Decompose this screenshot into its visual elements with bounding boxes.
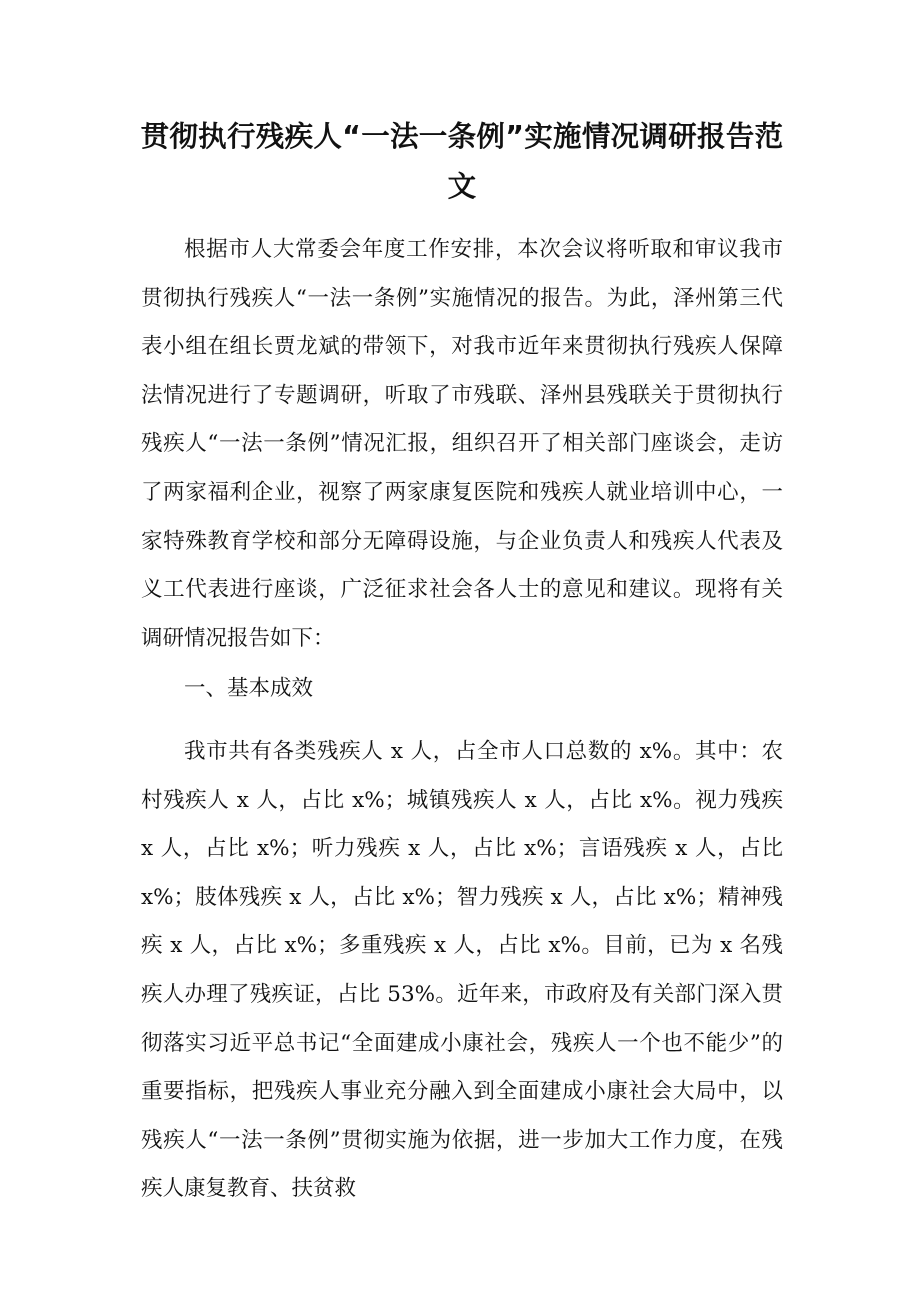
body-paragraph: 我市共有各类残疾人 x 人，占全市人口总数的 x%。其中：农村残疾人 x 人，占比 x%；城镇残疾人 x 人，占比 x%。视力残疾 x 人，占比 x%；听力残疾 x 人，占比 x%；言语残疾 x 人，占比 x%；肢体残疾 x 人，占比 x%；智力残疾 x 人，占比 x%；精神残疾 x 人，占比 x%；多重残疾 x 人，占比 x%。目前，已为 x 名残疾人办理了残疾证，占比 53%。近年来，市政府及有关部门深入贯彻落实习近平总书记“全面建成小康社会，残疾人一个也不能少”的重要指标，把残疾人事业充分融入到全面建成小康社会大局中，以残疾人“一法一条例”贯彻实施为依据，进一步加大工作力度，在残疾人康复教育、扶贫救 xyxy=(141,739,783,1202)
intro-paragraph: 根据市人大常委会年度工作安排，本次会议将听取和审议我市贯彻执行残疾人“一法一条例”实施情况的报告。为此，泽州第三代表小组在组长贾龙斌的带领下，对我市近年来贯彻执行残疾人保障法情况进行了专题调研，听取了市残联、泽州县残联关于贯彻执行残疾人“一法一条例”情况汇报，组织召开了相关部门座谈会，走访了两家福利企业，视察了两家康复医院和残疾人就业培训中心，一家特殊教育学校和部分无障碍设施，与企业负责人和残疾人代表及义工代表进行座谈，广泛征求社会各人士的意见和建议。现将有关调研情况报告如下： xyxy=(141,237,783,651)
document-title: 贯彻执行残疾人“一法一条例”实施情况调研报告范文 xyxy=(140,120,784,203)
section-heading: 一、基本成效 xyxy=(184,676,314,701)
